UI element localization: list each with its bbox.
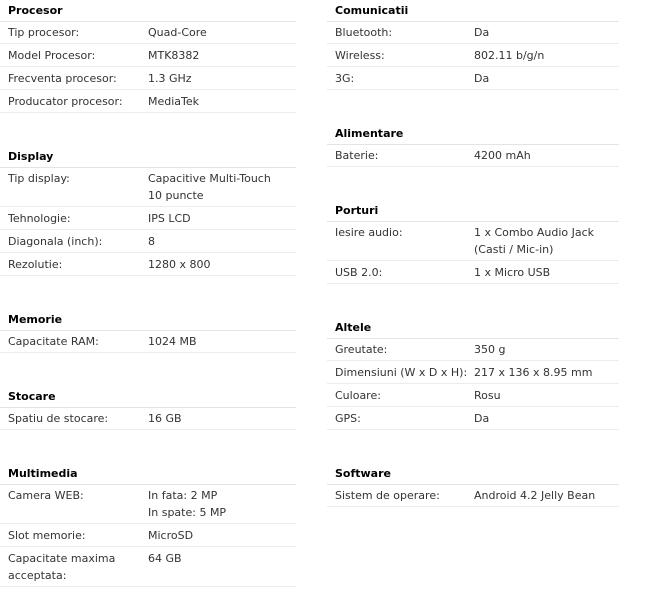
- section-title: Alimentare: [327, 124, 619, 145]
- spec-label: Producator procesor:: [8, 95, 123, 108]
- spec-row: [327, 68, 619, 90]
- spec-label: Frecventa procesor:: [8, 72, 117, 85]
- spec-label: 3G:: [335, 72, 355, 85]
- spec-value-line: 8: [148, 235, 155, 248]
- section-software: [327, 464, 619, 485]
- spec-label: GPS:: [335, 412, 361, 425]
- spec-value: [148, 210, 298, 227]
- spec-row: [0, 22, 296, 44]
- spec-label: Wireless:: [335, 49, 385, 62]
- spec-value: [474, 47, 624, 64]
- spec-label: Baterie:: [335, 149, 379, 162]
- spec-row: [327, 262, 619, 284]
- spec-row: [327, 385, 619, 407]
- spec-value: [148, 410, 298, 427]
- spec-row: [327, 485, 619, 507]
- spec-value: [148, 550, 298, 567]
- spec-value: [474, 70, 624, 87]
- spec-value: [474, 487, 624, 504]
- spec-value-line: Da: [474, 72, 490, 85]
- spec-value-line: 16 GB: [148, 412, 182, 425]
- spec-value-line: Capacitive Multi-Touch: [148, 172, 271, 185]
- spec-label: Sistem de operare:: [335, 489, 440, 502]
- section-memorie: [0, 310, 296, 331]
- spec-value-line: 10 puncte: [148, 189, 204, 202]
- spec-row: [0, 408, 296, 430]
- spec-label: Camera WEB:: [8, 489, 84, 502]
- spec-row: [0, 68, 296, 90]
- spec-row: [327, 45, 619, 67]
- spec-value-line: Quad-Core: [148, 26, 207, 39]
- spec-value-line: MTK8382: [148, 49, 200, 62]
- spec-label: Diagonala (inch):: [8, 235, 103, 248]
- spec-value-line: MediaTek: [148, 95, 200, 108]
- spec-value: [148, 24, 298, 41]
- spec-value: [148, 70, 298, 87]
- spec-value-line: MicroSD: [148, 529, 194, 542]
- spec-row: [327, 339, 619, 361]
- spec-label: Tip display:: [8, 172, 70, 185]
- spec-value-line: 1.3 GHz: [148, 72, 192, 85]
- spec-value-line: Android 4.2 Jelly Bean: [474, 489, 596, 502]
- spec-value-line: 217 x 136 x 8.95 mm: [474, 366, 593, 379]
- spec-value: [474, 264, 624, 281]
- spec-row: [0, 168, 296, 207]
- spec-label: USB 2.0:: [335, 266, 383, 279]
- spec-row: [0, 254, 296, 276]
- spec-label: Culoare:: [335, 389, 381, 402]
- section-display: [0, 147, 296, 168]
- spec-value-line: 1024 MB: [148, 335, 197, 348]
- spec-value-line: (Casti / Mic-in): [474, 243, 554, 256]
- spec-value: [148, 47, 298, 64]
- section-title: Multimedia: [0, 464, 296, 485]
- spec-value: [474, 410, 624, 427]
- spec-value-line: 1 x Combo Audio Jack: [474, 226, 595, 239]
- section-title: Porturi: [327, 201, 619, 222]
- section-title: Comunicatii: [327, 1, 619, 22]
- spec-value: [474, 364, 624, 381]
- spec-row: [0, 208, 296, 230]
- spec-label: Spatiu de stocare:: [8, 412, 109, 425]
- spec-value-line: 350 g: [474, 343, 506, 356]
- spec-value-line: 1280 x 800: [148, 258, 211, 271]
- section-title: Display: [0, 147, 296, 168]
- spec-value-line: 802.11 b/g/n: [474, 49, 545, 62]
- spec-label: Model Procesor:: [8, 49, 96, 62]
- spec-value-line: 64 GB: [148, 552, 182, 565]
- spec-label: Tip procesor:: [8, 26, 80, 39]
- spec-row: [327, 222, 619, 261]
- spec-value-line: In fata: 2 MP: [148, 489, 218, 502]
- spec-value: [148, 333, 298, 350]
- spec-row: [327, 408, 619, 430]
- spec-label: Greutate:: [335, 343, 388, 356]
- section-stocare: [0, 387, 296, 408]
- spec-row: [0, 45, 296, 67]
- spec-value: [474, 341, 624, 358]
- spec-label: Capacitate RAM:: [8, 335, 99, 348]
- spec-value-line: Da: [474, 412, 490, 425]
- spec-label: Dimensiuni (W x D x H):: [335, 366, 468, 379]
- spec-label: Capacitate maxima acceptata:: [8, 552, 116, 582]
- spec-value-line: Rosu: [474, 389, 501, 402]
- spec-label: Iesire audio:: [335, 226, 403, 239]
- spec-label: Slot memorie:: [8, 529, 86, 542]
- section-title: Stocare: [0, 387, 296, 408]
- spec-value-line: 1 x Micro USB: [474, 266, 551, 279]
- spec-value: [474, 387, 624, 404]
- section-title: Memorie: [0, 310, 296, 331]
- section-procesor: [0, 1, 296, 22]
- section-title: Procesor: [0, 1, 296, 22]
- spec-value: [148, 487, 298, 521]
- spec-value: [148, 233, 298, 250]
- spec-row: [0, 525, 296, 547]
- spec-label: Tehnologie:: [8, 212, 71, 225]
- section-altele: [327, 318, 619, 339]
- spec-row: [327, 22, 619, 44]
- section-alimentare: [327, 124, 619, 145]
- spec-label: Bluetooth:: [335, 26, 393, 39]
- section-porturi: [327, 201, 619, 222]
- spec-row: [327, 362, 619, 384]
- section-comunicatii: [327, 1, 619, 22]
- spec-value-line: IPS LCD: [148, 212, 191, 225]
- spec-value: [148, 93, 298, 110]
- spec-label: Rezolutie:: [8, 258, 63, 271]
- spec-row: [0, 91, 296, 113]
- spec-value-line: Da: [474, 26, 490, 39]
- section-title: Altele: [327, 318, 619, 339]
- spec-value-line: In spate: 5 MP: [148, 506, 227, 519]
- spec-value: [148, 170, 298, 204]
- spec-row: [0, 331, 296, 353]
- section-multimedia: [0, 464, 296, 485]
- spec-value-line: 4200 mAh: [474, 149, 531, 162]
- spec-value: [474, 224, 624, 258]
- section-title: Software: [327, 464, 619, 485]
- spec-value: [148, 256, 298, 273]
- spec-value: [474, 147, 624, 164]
- spec-row: [327, 145, 619, 167]
- spec-row: [0, 548, 296, 587]
- spec-row: [0, 231, 296, 253]
- spec-row: [0, 485, 296, 524]
- spec-value: [474, 24, 624, 41]
- spec-value: [148, 527, 298, 544]
